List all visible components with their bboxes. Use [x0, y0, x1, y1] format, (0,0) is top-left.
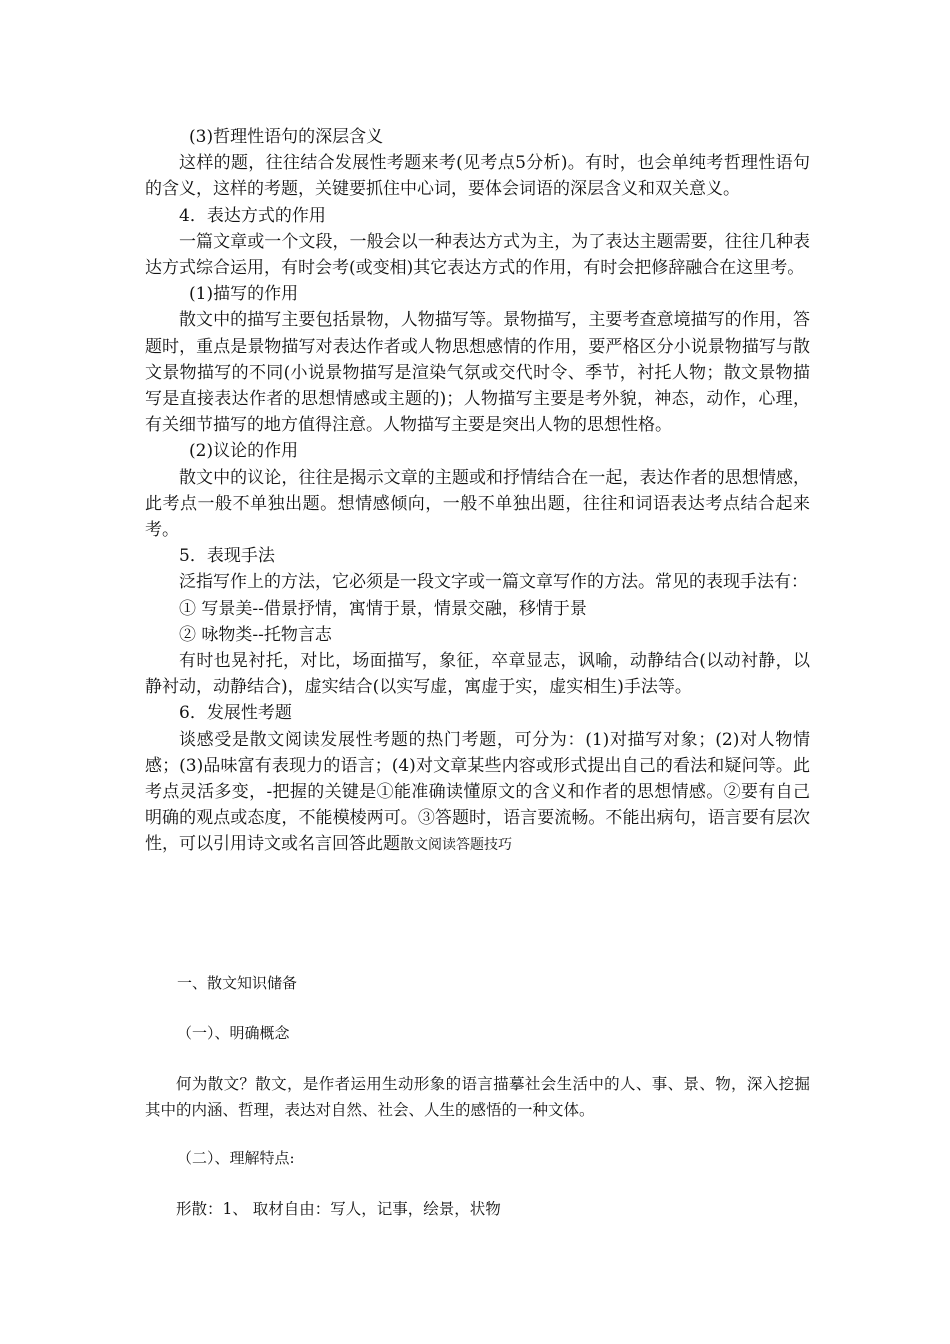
- paragraph-5-b: 有时也晃衬托，对比，场面描写，象征，卒章显志，讽喻，动静结合(以动衬静，以静衬动，动静结合)，虚实结合(以实写虚，寓虚于实，虚实相生)手法等。: [145, 651, 810, 698]
- section-heading-one: 一、散文知识储备: [177, 974, 298, 992]
- section-one-heading-wrap: [145, 971, 810, 995]
- features-paragraph-wrap: [145, 1196, 810, 1222]
- list-item-5-1: ① 写景美--借景抒情，寓情于景，情景交融，移情于景: [179, 598, 587, 619]
- heading-5: 5．表现手法: [179, 546, 275, 567]
- paragraph-4: 一篇文章或一个文段，一般会以一种表达方式为主，为了表达主题需要，往往几种表达方式综合运用，有时会考(或变相)其它表达方式的作用，有时会把修辞融合在这里考。: [145, 231, 810, 279]
- heading-4-2: (2)议论的作用: [189, 441, 299, 462]
- list-item-5-2: ② 咏物类--托物言志: [179, 624, 332, 645]
- paragraph-4-1: 散文中的描写主要包括景物，人物描写等。景物描写，主要考查意境描写的作用，答题时，重点是景物描写对表达作者或人物思想感情的作用，要严格区分小说景物描写与散文景物描写的不同(小说景物描写是渲染气氛或交代时令、季节，衬托人物；散文景物描写是直接表达作者的思想情感或主题的)；人物描写主要是考外貌，神态，动作，心理，有关细节描写的地方值得注意。人物描写主要是突出人物的思想性格。: [145, 310, 810, 436]
- paragraph-4-2: 散文中的议论，往往是揭示文章的主题或和抒情结合在一起，表达作者的思想情感，此考点一般不单独出题。想情感倾向，一般不单独出题，往往和词语表达考点结合起来考。: [145, 467, 810, 541]
- concept-paragraph: 何为散文？散文，是作者运用生动形象的语言描摹社会生活中的人、事、景、物，深入挖掘其中的内涵、哲理，表达对自然、社会、人生的感悟的一种文体。: [145, 1075, 810, 1119]
- paragraph-6: [145, 727, 810, 859]
- paragraph-5: 泛指写作上的方法，它必须是一段文字或一篇文章写作的方法。常见的表现手法有：: [179, 572, 808, 593]
- heading-6: 6．发展性考题: [179, 703, 292, 724]
- concept-paragraph-wrap: [145, 1071, 810, 1123]
- heading-4-1: (1)描写的作用: [189, 284, 299, 305]
- features-heading: （二）、理解特点:: [177, 1149, 295, 1167]
- part-one: [145, 124, 810, 859]
- concept-heading: （一）、明确概念: [177, 1024, 290, 1042]
- concept-heading-wrap: [145, 1021, 810, 1045]
- paragraph-3-3: 这样的题，往往结合发展性考题来考(见考点5分析)。有时，也会单纯考哲理性语句的含义，这样的考题，关键要抓住中心词，要体会词语的深层含义和双关意义。: [145, 153, 810, 200]
- heading-4: 4．表达方式的作用: [179, 205, 326, 226]
- paragraph-6-body: 谈感受是散文阅读发展性考题的热门考题，可分为：(1)对描写对象；(2)对人物情感；(3)品味富有表现力的语言；(4)对文章某些内容或形式提出自己的看法和疑问等。此考点灵活多变，-把握的关键是①能准确读懂原文的含义和作者的思想情感。②要有自己明确的观点或态度，不能模棱两可。③答题时，语言要流畅。不能出病句，语言要有层次性，可以引用诗文或名言回答此题: [145, 729, 810, 855]
- heading-3-3: (3)哲理性语句的深层含义: [189, 127, 384, 147]
- paragraph-6-tail: 散文阅读答题技巧: [400, 837, 512, 854]
- features-heading-wrap: [145, 1146, 810, 1170]
- features-paragraph: 形散：1、 取材自由：写人，记事，绘景，状物: [176, 1200, 501, 1218]
